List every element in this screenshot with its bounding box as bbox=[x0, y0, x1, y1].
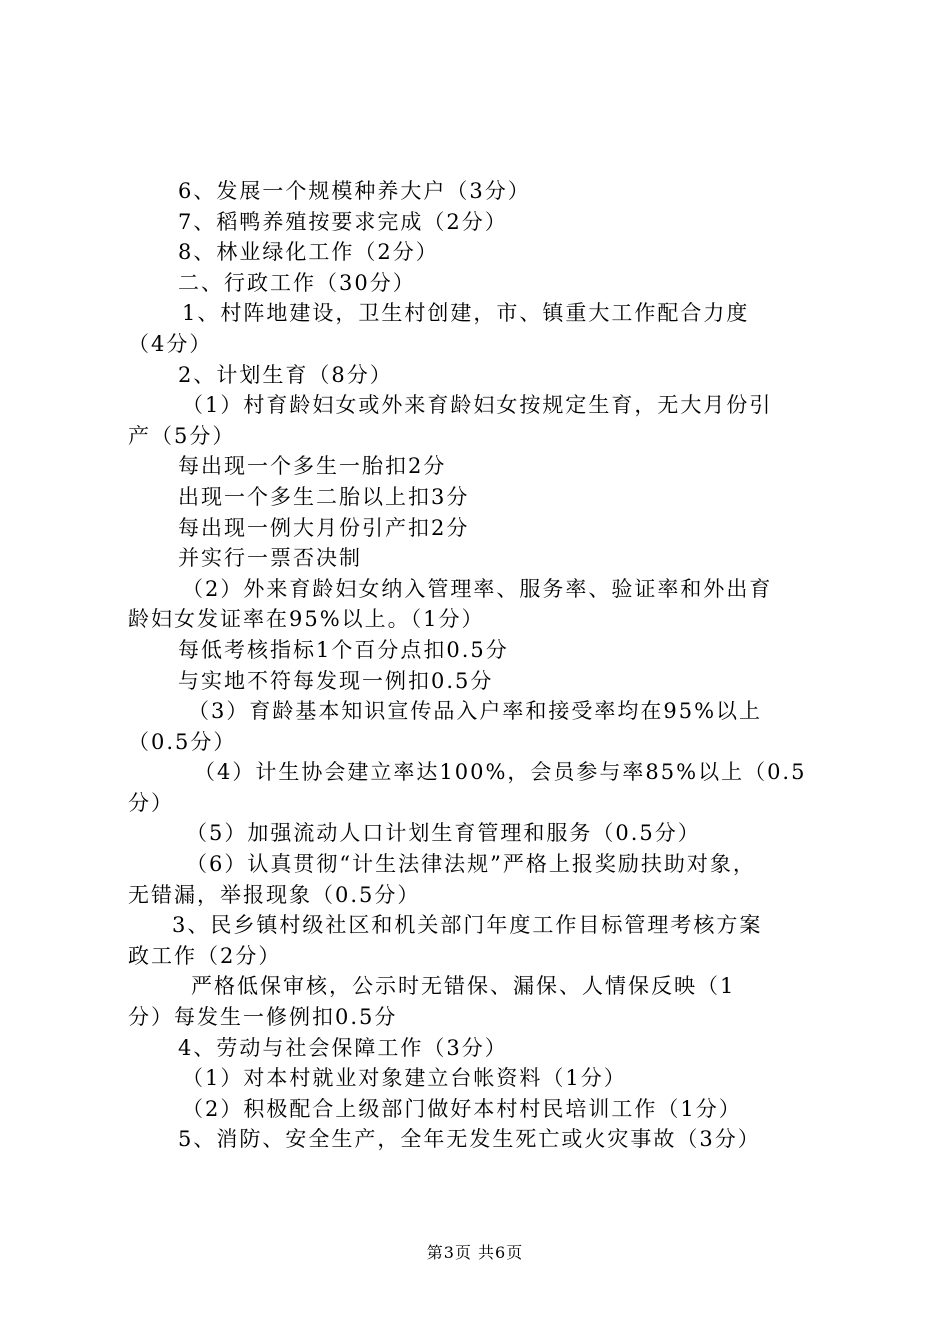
text-line: （1）村育龄妇女或外来育龄妇女按规定生育，无大月份引 bbox=[182, 393, 773, 418]
text-line: 出现一个多生二胎以上扣3分 bbox=[178, 484, 470, 509]
text-line: （1）对本村就业对象建立台帐资料（1分） bbox=[182, 1066, 627, 1091]
text-line: 4、劳动与社会保障工作（3分） bbox=[178, 1035, 508, 1060]
text-line: 6、发展一个规模种养大户（3分） bbox=[178, 179, 531, 203]
text-line: 政工作（2分） bbox=[128, 943, 282, 968]
page-number-label: 第3页 共6页 bbox=[426, 1243, 524, 1262]
text-line: （2）积极配合上级部门做好本村村民培训工作（1分） bbox=[182, 1096, 742, 1121]
text-line: （6）认真贯彻“计生法律法规”严格上报奖励扶助对象， bbox=[186, 852, 756, 877]
text-line: （4）计生协会建立率达100%，会员参与率85%以上（0.5 bbox=[194, 760, 807, 785]
text-line: （0.5分） bbox=[128, 729, 237, 754]
text-line: 严格低保审核，公示时无错保、漏保、人情保反映（1 bbox=[191, 974, 736, 999]
document-body bbox=[128, 176, 833, 1155]
text-line: 3、民乡镇村级社区和机关部门年度工作目标管理考核方案 bbox=[172, 913, 763, 938]
text-line: 2、计划生育（8分） bbox=[178, 362, 393, 387]
text-line: （3）育龄基本知识宣传品入户率和接受率均在95%以上 bbox=[188, 699, 763, 724]
text-line: 无错漏，举报现象（0.5分） bbox=[128, 882, 421, 907]
text-line: 每出现一个多生一胎扣2分 bbox=[178, 454, 447, 479]
text-line: （2）外来育龄妇女纳入管理率、服务率、验证率和外出育 bbox=[182, 576, 773, 601]
text-line: 龄妇女发证率在95%以上。（1分） bbox=[128, 607, 485, 632]
text-line: 每出现一例大月份引产扣2分 bbox=[178, 515, 470, 540]
text-line: 每低考核指标1个百分点扣0.5分 bbox=[178, 637, 509, 662]
section-heading: 二、行政工作（30分） bbox=[178, 270, 416, 295]
page-footer bbox=[0, 1240, 950, 1263]
text-line: 5、消防、安全生产，全年无发生死亡或火灾事故（3分） bbox=[178, 1127, 761, 1152]
text-line: （4分） bbox=[128, 331, 213, 356]
text-line: 1、村阵地建设，卫生村创建，市、镇重大工作配合力度 bbox=[182, 301, 750, 326]
text-line: 与实地不符每发现一例扣0.5分 bbox=[178, 668, 494, 693]
text-line: 分）每发生一修例扣0.5分 bbox=[128, 1005, 398, 1030]
text-line: 分） bbox=[128, 790, 174, 815]
text-line: 8、林业绿化工作（2分） bbox=[178, 240, 439, 265]
text-line: （5）加强流动人口计划生育管理和服务（0.5分） bbox=[186, 821, 701, 846]
text-line: 7、稻鸭养殖按要求完成（2分） bbox=[178, 209, 508, 234]
text-line: 产（5分） bbox=[128, 423, 236, 448]
text-line: 并实行一票否决制 bbox=[178, 546, 362, 571]
